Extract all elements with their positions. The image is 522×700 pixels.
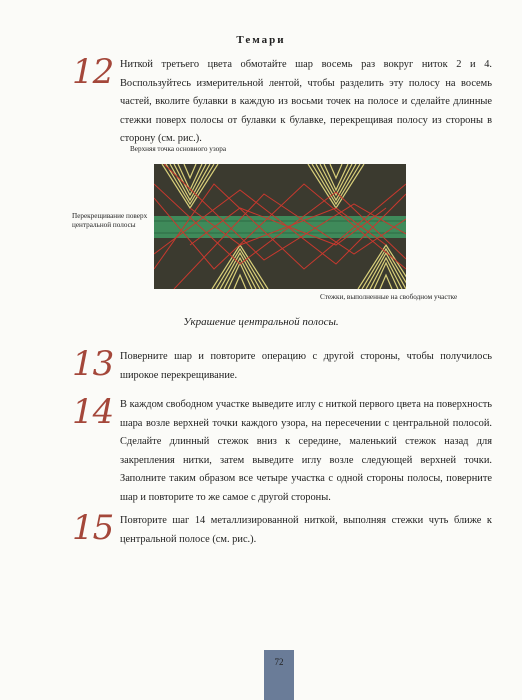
running-header: Темари [236,34,286,46]
step-number: 14 [72,392,114,432]
step-number: 12 [72,52,114,92]
step-text: Поверните шар и повторите операцию с другой стороны, чтобы получилось широкое перекрещивание. [120,351,492,381]
figure-caption: Украшение центральной полосы. [183,316,339,328]
page-number: 72 [274,657,284,667]
step-number: 13 [72,344,114,384]
step-text: Повторите шаг 14 металлизированной ниткой, выполняя стежки чуть ближе к центральной полосе (см. рис.). [120,515,492,545]
figure-label-left: Перекрещивание поверх центральной полосы [72,212,148,229]
step-text: Ниткой третьего цвета обмотайте шар восемь раз вокруг ниток 2 и 4. Воспользуйтесь измерительной лентой, чтобы разделить эту полосу на восемь частей, вколите булавки в каждую из восьми точек на полосе и сделайте длинные стежки поверх полосы от булавки к булавке, перекрещивая полосу из стороны в сторону (см. рис.). [120,59,492,144]
step-number: 15 [72,508,114,548]
figure-label-bottom: Стежки, выполненные на свободном участке [320,293,458,301]
step-text: В каждом свободном участке выведите иглу с ниткой первого цвета на поверхность шара возле верхней точки каждого узора, на пересечении с центральной полосой. Сделайте длинный стежок вниз к середине, маленький стежок назад для закрепления нитки, затем выведите иглу возле следующей верхней точки. Заполните таким образом все четыре участка с одной стороны полосы, поверните шар и повторите то же самое с другой стороны. [120,399,492,503]
embroidery-illustration [154,164,406,289]
figure-label-top: Верхняя точка основного узора [130,145,227,153]
page-number-tab [264,650,294,700]
central-band-figure [154,164,406,289]
